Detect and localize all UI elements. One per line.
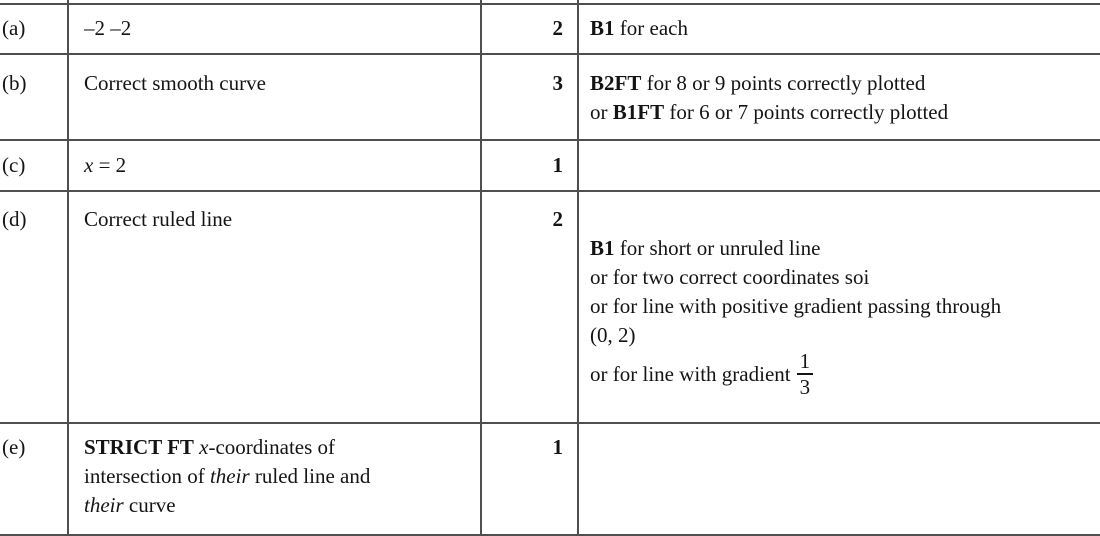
notes-cell-e [579, 424, 1100, 534]
text-segment: –2 –2 [84, 16, 132, 40]
text-segment: = 2 [93, 153, 127, 177]
text-segment: (0, 2) [590, 323, 636, 347]
marks-cell-c: 1 [552, 153, 563, 177]
text-line [590, 14, 1094, 43]
table-row-e [0, 424, 1100, 534]
text-segment: B1 [590, 236, 615, 260]
text-line [590, 69, 1094, 98]
notes-cell-b [579, 55, 1100, 139]
marks-cell-e: 1 [552, 435, 563, 459]
notes-cell-a [579, 5, 1100, 53]
part-label-e: (e) [2, 435, 26, 459]
text-line [590, 321, 1094, 350]
text-line [84, 491, 472, 520]
answer-cell-b [69, 55, 480, 139]
text-line [84, 151, 472, 180]
answer-cell-d [69, 192, 480, 422]
text-segment: for 8 or 9 points correctly plotted [641, 71, 926, 95]
text-segment: B1FT [612, 100, 665, 124]
part-label-b: (b) [2, 71, 27, 95]
table-row-a [0, 5, 1100, 53]
answer-cell-a [69, 5, 480, 53]
fraction-numerator: 1 [797, 350, 814, 375]
text-segment: Correct smooth curve [84, 71, 266, 95]
text-segment: STRICT FT [84, 435, 194, 459]
text-line [590, 234, 1094, 263]
table-row-b [0, 55, 1100, 139]
marks-cell-a: 2 [552, 16, 563, 40]
part-label-d: (d) [2, 207, 27, 231]
text-segment: for short or unruled line [614, 236, 821, 260]
answer-cell-e [69, 424, 480, 534]
text-line [84, 433, 472, 462]
text-segment: or for two correct coordinates soi [590, 265, 870, 289]
text-line [84, 69, 472, 98]
text-segment: their [84, 493, 124, 517]
text-segment: x [199, 435, 209, 459]
text-segment: for each [614, 16, 688, 40]
part-label-a: (a) [2, 16, 26, 40]
text-segment: or for line with gradient [590, 361, 791, 386]
fraction-denominator: 3 [799, 375, 811, 400]
text-segment: ruled line and [249, 464, 371, 488]
text-segment: intersection of [84, 464, 210, 488]
text-segment: B1 [590, 16, 615, 40]
table-row-c [0, 141, 1100, 190]
marks-cell-b: 3 [552, 71, 563, 95]
answer-cell-c [69, 141, 480, 190]
part-label-c: (c) [2, 153, 26, 177]
text-line [590, 263, 1094, 292]
text-segment: -coordinates of [208, 435, 336, 459]
text-segment: Correct ruled line [84, 207, 233, 231]
text-segment: or for line with positive gradient passing through [590, 294, 1002, 318]
text-line [590, 98, 1094, 127]
text-line [84, 14, 472, 43]
text-segment: B2FT [590, 71, 642, 95]
text-segment: for 6 or 7 points correctly plotted [664, 100, 949, 124]
text-line [590, 350, 1094, 398]
text-segment: curve [123, 493, 176, 517]
text-line [590, 292, 1094, 321]
table-row-d [0, 192, 1100, 422]
notes-cell-d [579, 192, 1100, 422]
text-segment: their [209, 464, 250, 488]
fraction [797, 350, 814, 398]
text-segment: x [84, 153, 94, 177]
notes-cell-c [579, 141, 1100, 190]
text-segment: or [590, 100, 613, 124]
marks-cell-d: 2 [552, 207, 563, 231]
text-line [84, 462, 472, 491]
text-line [84, 205, 472, 234]
